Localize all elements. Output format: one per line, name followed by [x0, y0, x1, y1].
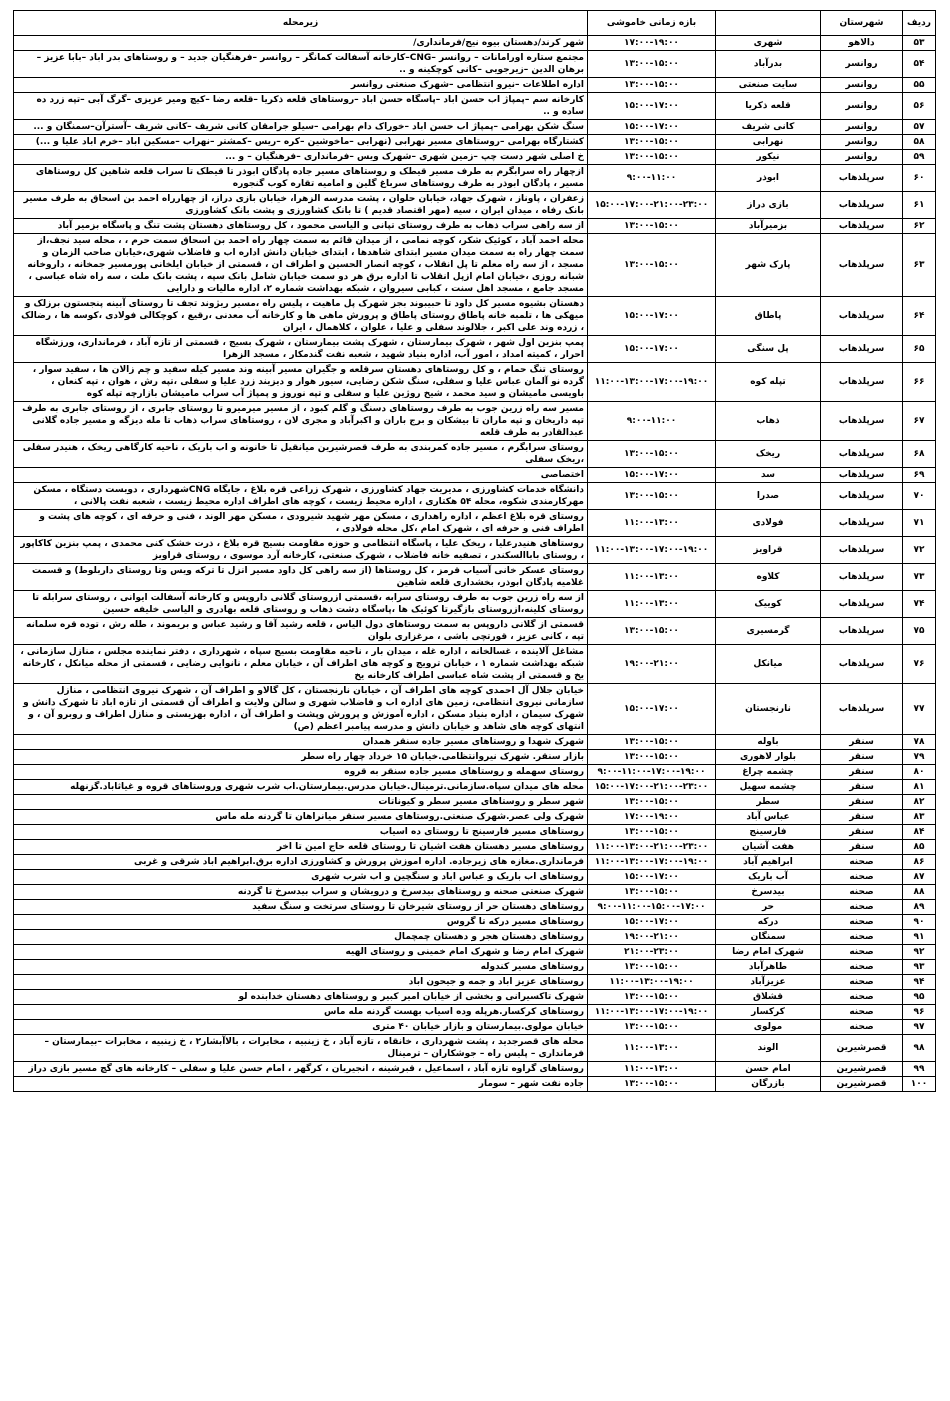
row-times: ۱۳:۰۰-۱۵:۰۰: [588, 990, 716, 1005]
row-area: کلاوه: [716, 564, 821, 591]
row-index: ۸۱: [903, 780, 936, 795]
table-row: [14, 78, 936, 93]
row-area: ابوذر: [716, 165, 821, 192]
row-index: ۵۶: [903, 93, 936, 120]
row-subarea: فرمانداری.مغازه های زیرجاده. اداره اموزش پرورش و کشاورزی اداره برق.ابراهیم اباد شرقی و غربی: [14, 855, 588, 870]
row-area: فولادی: [716, 510, 821, 537]
row-county: سرپلذهاب: [821, 537, 903, 564]
row-index: ۵۸: [903, 135, 936, 150]
table-row: [14, 564, 936, 591]
table-row: [14, 945, 936, 960]
table-row: [14, 150, 936, 165]
row-area: بازرگان: [716, 1077, 821, 1092]
table-row: [14, 1062, 936, 1077]
row-area: بلوار لاهوری: [716, 750, 821, 765]
row-subarea: روستاهای دهستان حر از روستای شیرخان تا روستای سرتخت و سنگ سفید: [14, 900, 588, 915]
table-row: [14, 930, 936, 945]
table-row: [14, 765, 936, 780]
row-area: سمنگان: [716, 930, 821, 945]
row-area: پاطاق: [716, 297, 821, 336]
row-county: سنقر: [821, 840, 903, 855]
row-index: ۶۵: [903, 336, 936, 363]
table-row: [14, 234, 936, 297]
row-times: ۱۳:۰۰-۱۵:۰۰: [588, 795, 716, 810]
row-index: ۶۱: [903, 192, 936, 219]
row-county: سرپلذهاب: [821, 165, 903, 192]
row-area: فارسینج: [716, 825, 821, 840]
row-times: ۹:۰۰-۱۱:۰۰: [588, 402, 716, 441]
table-row: [14, 750, 936, 765]
row-county: سنقر: [821, 810, 903, 825]
row-county: قصرشیرین: [821, 1062, 903, 1077]
row-times: ۱۵:۰۰-۱۷:۰۰: [588, 297, 716, 336]
row-county: سنقر: [821, 765, 903, 780]
row-index: ۸۲: [903, 795, 936, 810]
row-subarea: روستای تنگ حمام ، و کل روستاهای دهستان سرقلعه و جگیران مسیر آبینه وند مسیر کیله سفید و چم زالان ها ، سفید سوار ، گرده نو آلمان عباس علیا و سفلی، سنگ شکن رضایی، سیور هوار و دیزیند زرد علیا و سفلی ،تپه رش ، هوان ، تپه کنعان ، باویسی مامیشان و سید محمد ، شیخ روژین علیا و سفلی و تپه نوروز و پمپاژ آب سراب مامیشان بازارچه تپله کوه: [14, 363, 588, 402]
table-row: [14, 510, 936, 537]
row-times: ۱۵:۰۰-۱۷:۰۰: [588, 915, 716, 930]
row-subarea: روستاهای اب باریک و عباس اباد و سنگچین و اب شرب شهری: [14, 870, 588, 885]
row-index: ۹۴: [903, 975, 936, 990]
row-county: سرپلذهاب: [821, 564, 903, 591]
row-subarea: ازچهار راه سرابگرم به طرف مسیر قیطک و روستاهای مسیر جاده پادگان ابوذر تا قیطک تا سراب قلعه شاهین کل روستاهای مسیر ، پادگان ابوذر به طرف روستاهای سرباغ گلین و امامیه تقاره کوب گنجوره: [14, 165, 588, 192]
row-times: ۱۱:۰۰-۱۳:۰۰: [588, 564, 716, 591]
row-area: امام حسن: [716, 1062, 821, 1077]
row-times: ۱۳:۰۰-۱۵:۰۰: [588, 750, 716, 765]
row-times: ۱۵:۰۰-۱۷:۰۰: [588, 93, 716, 120]
row-county: صحنه: [821, 870, 903, 885]
row-index: ۷۲: [903, 537, 936, 564]
table-row: [14, 135, 936, 150]
row-times: ۱۱:۰۰-۱۳:۰۰: [588, 510, 716, 537]
row-subarea: شهرک صنعتی صحنه و روستاهای بیدسرخ و درویشان و سراب بیدسرخ تا گردنه: [14, 885, 588, 900]
row-county: قصرشیرین: [821, 1035, 903, 1062]
row-subarea: قسمتی از گلانی داروپس به سمت روستاهای دول الیاس ، قلعه رشید آقا و رشید عباس و بریموند ، طله رش ، توده قره سلمانه تپه ، کانی عزیز ، قورتچی باشی ، مرغزاری بلوان: [14, 618, 588, 645]
row-county: سرپلذهاب: [821, 363, 903, 402]
row-area: نیکور: [716, 150, 821, 165]
row-county: صحنه: [821, 945, 903, 960]
row-times: ۱۷:۰۰-۱۹:۰۰: [588, 36, 716, 51]
row-index: ۷۳: [903, 564, 936, 591]
row-times: ۱۵:۰۰-۱۷:۰۰: [588, 468, 716, 483]
row-area: بدرآباد: [716, 51, 821, 78]
row-times: ۱۵:۰۰-۱۷:۰۰: [588, 120, 716, 135]
row-county: سرپلذهاب: [821, 402, 903, 441]
row-subarea: خیابان جلال آل احمدی کوچه های اطراف آن ، خیابان نارنجستان ، کل گالاو و اطراف آن ، شهرک نیروی انتظامی ، منازل سازمانی نیروی انتظامی، زمین های اداره اب و فاضلاب شهری و سالن ولایت و اطراف آن قسمتی از تازه اباد تا شهرک دانش و شهرک سیمان ، اداره بنیاد مسکن ، اداره آموزش و پرورش وپشت و اطراف آن ، اداره بهزیستی و منازل اطراف و روبرو آن ، و انتهای کوچه های شاهد و خیابان دانش و مدرسه پیامبر اعظم (ص): [14, 684, 588, 735]
table-row: [14, 885, 936, 900]
row-index: ۷۷: [903, 684, 936, 735]
row-times: ۹:۰۰-۱۱:۰۰-۱۷:۰۰-۱۹:۰۰: [588, 765, 716, 780]
row-index: ۵۷: [903, 120, 936, 135]
row-county: دالاهو: [821, 36, 903, 51]
row-area: قلعه ذکریا: [716, 93, 821, 120]
row-index: ۶۲: [903, 219, 936, 234]
row-area: طاهرآباد: [716, 960, 821, 975]
row-times: ۹:۰۰-۱۱:۰۰: [588, 165, 716, 192]
row-area: کرکسار: [716, 1005, 821, 1020]
row-area: باوله: [716, 735, 821, 750]
row-county: سرپلذهاب: [821, 618, 903, 645]
row-times: ۱۱:۰۰-۱۳:۰۰-۱۷:۰۰-۱۹:۰۰: [588, 1005, 716, 1020]
row-index: ۶۸: [903, 441, 936, 468]
row-index: ۸۰: [903, 765, 936, 780]
row-county: سرپلذهاب: [821, 645, 903, 684]
row-county: روانسر: [821, 51, 903, 78]
table-row: [14, 1005, 936, 1020]
row-area: قشلاق: [716, 990, 821, 1005]
row-county: صحنه: [821, 915, 903, 930]
row-index: ۷۴: [903, 591, 936, 618]
row-index: ۷۹: [903, 750, 936, 765]
table-row: [14, 591, 936, 618]
row-times: ۱۳:۰۰-۱۵:۰۰: [588, 51, 716, 78]
row-area: مولوی: [716, 1020, 821, 1035]
row-area: کوییک: [716, 591, 821, 618]
row-county: سنقر: [821, 795, 903, 810]
table-row: [14, 840, 936, 855]
row-subarea: مسیر سه راه زرین جوب به طرف روستاهای دسنگ و گلم کبود ، از مسیر میرمیرو تا روستای جابری ، از روستای جابری به طرف تپه داریخان و تپه ماران تا بیشکان و برج باران و اکبرآباد و مجری لان ، روستاهای سراب ذهاب تا مله دیزگه و مسیر جاده گلانی عبدالقادر به طرف قلعه: [14, 402, 588, 441]
row-subarea: سنگ شکن بهرامی –پمپاژ اب حسن اباد –خوراک دام بهرامی –سیلو جرامقان کانی شریف –کانی شریف –آسترآن–سمنگان و ...: [14, 120, 588, 135]
row-index: ۶۶: [903, 363, 936, 402]
row-area: بزمیرآباد: [716, 219, 821, 234]
row-area: شهرک امام رضا: [716, 945, 821, 960]
row-index: ۶۴: [903, 297, 936, 336]
row-county: سرپلذهاب: [821, 336, 903, 363]
row-subarea: شهرک تاکسیرانی و بخشی از خیابان امیر کبیر و روستاهای دهستان خدابنده لو: [14, 990, 588, 1005]
row-times: ۱۱:۰۰-۱۳:۰۰-۱۷:۰۰-۱۹:۰۰: [588, 363, 716, 402]
table-row: [14, 975, 936, 990]
row-subarea: مجتمع ستاره اورامانات – روانسر –CNG–کارخانه آسفالت کمانگر – روانسر –فرهنگیان جدید – و روستاهای بدر اباد –بابا عزیز –برهان الدین –زیرجویی –کانی کوچکینه و ..: [14, 51, 588, 78]
row-subarea: جاده نفت شهر – سومار: [14, 1077, 588, 1092]
row-times: ۱۵:۰۰-۱۷:۰۰-۲۱:۰۰-۲۳:۰۰: [588, 192, 716, 219]
row-times: ۱۱:۰۰-۱۳:۰۰: [588, 1062, 716, 1077]
row-index: ۹۵: [903, 990, 936, 1005]
table-row: [14, 51, 936, 78]
row-index: ۹۲: [903, 945, 936, 960]
row-times: ۱۱:۰۰-۱۳:۰۰-۱۹:۰۰: [588, 975, 716, 990]
row-index: ۹۰: [903, 915, 936, 930]
row-county: سرپلذهاب: [821, 483, 903, 510]
header-subarea: زیرمحله: [14, 11, 588, 36]
row-county: سرپلذهاب: [821, 510, 903, 537]
table-body: [14, 36, 936, 1092]
row-subarea: روستای سهمله و روستاهای مسیر جاده سنقر به قروه: [14, 765, 588, 780]
row-index: ۹۳: [903, 960, 936, 975]
row-area: شهری: [716, 36, 821, 51]
row-subarea: روستاهای مسیر فارسینج تا روستای ده اسیاب: [14, 825, 588, 840]
row-subarea: شهرک ولی عصر.شهرک صنعتی.روستاهای مسیر سنقر میانراهان تا گردنه مله ماس: [14, 810, 588, 825]
row-times: ۹:۰۰-۱۱:۰۰-۱۵:۰۰-۱۷:۰۰: [588, 900, 716, 915]
row-subarea: شهر سطر و روستاهای مسیر سطر و کیوناتات: [14, 795, 588, 810]
row-county: سنقر: [821, 825, 903, 840]
row-index: ۹۱: [903, 930, 936, 945]
row-area: سایت صنعتی: [716, 78, 821, 93]
row-area: کانی شریف: [716, 120, 821, 135]
row-times: ۱۳:۰۰-۱۵:۰۰: [588, 234, 716, 297]
table-row: [14, 120, 936, 135]
row-area: میانکل: [716, 645, 821, 684]
row-subarea: بازار سنقر. شهرک نیروانتظامی.خیابان ۱۵ خرداد چهار راه سطر: [14, 750, 588, 765]
row-times: ۱۱:۰۰-۱۳:۰۰-۲۱:۰۰-۲۳:۰۰: [588, 840, 716, 855]
row-times: ۱۳:۰۰-۱۵:۰۰: [588, 78, 716, 93]
row-times: ۱۳:۰۰-۱۵:۰۰: [588, 150, 716, 165]
row-times: ۱۷:۰۰-۱۹:۰۰: [588, 810, 716, 825]
row-county: روانسر: [821, 78, 903, 93]
row-index: ۶۳: [903, 234, 936, 297]
row-county: روانسر: [821, 120, 903, 135]
row-area: تپله کوه: [716, 363, 821, 402]
row-county: سنقر: [821, 780, 903, 795]
row-county: سرپلذهاب: [821, 468, 903, 483]
row-county: سنقر: [821, 735, 903, 750]
row-index: ۹۷: [903, 1020, 936, 1035]
outage-schedule-sheet: [13, 10, 935, 1092]
row-index: ۸۵: [903, 840, 936, 855]
row-subarea: روستاهای گراوه تازه آباد ، اسماعیل ، قبرشینه ، انجیریان ، کرگهر ، امام حسن علیا و سفلی – کارخانه های گچ مسیر بازی دراز: [14, 1062, 588, 1077]
row-county: روانسر: [821, 150, 903, 165]
row-area: نارنجستان: [716, 684, 821, 735]
table-row: [14, 825, 936, 840]
row-area: پارک شهر: [716, 234, 821, 297]
row-times: ۲۱:۰۰-۲۳:۰۰: [588, 945, 716, 960]
row-times: ۱۵:۰۰-۱۷:۰۰: [588, 684, 716, 735]
row-subarea: روستاهای مسیر دهستان هفت اشیان تا روستای قلعه حاج امین تا اخر: [14, 840, 588, 855]
row-index: ۹۸: [903, 1035, 936, 1062]
row-times: ۱۳:۰۰-۱۵:۰۰: [588, 618, 716, 645]
row-index: ۷۱: [903, 510, 936, 537]
row-times: ۱۳:۰۰-۱۵:۰۰: [588, 1020, 716, 1035]
row-county: صحنه: [821, 1020, 903, 1035]
row-county: روانسر: [821, 135, 903, 150]
row-area: ابراهیم آباد: [716, 855, 821, 870]
table-row: [14, 402, 936, 441]
row-county: صحنه: [821, 960, 903, 975]
row-subarea: از سه راه زرین جوب به طرف روستای سرابه ،قسمتی ازروستای گلانی داروپس و کارخانه آسفالت ایوانی ، روستای سرابله تا روستای کلینه،ازروستای بازگیرتا کوئیک ها ،پاسگاه دشت ذهاب و روستای قلعه بهادری و الیاسی خلیفه حسین: [14, 591, 588, 618]
table-row: [14, 780, 936, 795]
row-subarea: کشتارگاه بهرامی –روستاهای مسیر نهرابی (نهرابی –ماخوشین –کره –ریس –کمشتر –نهراب –مسکین اباد –خرم اباد علیا و ...): [14, 135, 588, 150]
table-row: [14, 165, 936, 192]
table-row: [14, 1020, 936, 1035]
row-area: گرمسیری: [716, 618, 821, 645]
row-times: ۱۱:۰۰-۱۳:۰۰: [588, 1035, 716, 1062]
table-row: [14, 219, 936, 234]
row-county: سرپلذهاب: [821, 684, 903, 735]
row-times: ۱۳:۰۰-۱۵:۰۰: [588, 960, 716, 975]
table-row: [14, 336, 936, 363]
row-index: ۸۶: [903, 855, 936, 870]
row-subarea: روستاهای مسیر کندوله: [14, 960, 588, 975]
row-subarea: روستاهای کرکسار.هرپله وده اسیاب بهست گردنه مله ماس: [14, 1005, 588, 1020]
table-row: [14, 735, 936, 750]
row-county: سنقر: [821, 750, 903, 765]
row-index: ۷۸: [903, 735, 936, 750]
row-area: چشمه سهیل: [716, 780, 821, 795]
row-county: سرپلذهاب: [821, 234, 903, 297]
row-times: ۱۳:۰۰-۱۵:۰۰: [588, 135, 716, 150]
row-times: ۱۹:۰۰-۲۱:۰۰: [588, 645, 716, 684]
row-county: صحنه: [821, 900, 903, 915]
row-area: بیدسرخ: [716, 885, 821, 900]
row-index: ۸۹: [903, 900, 936, 915]
row-county: صحنه: [821, 855, 903, 870]
row-area: قراویز: [716, 537, 821, 564]
table-row: [14, 900, 936, 915]
row-subarea: محله احمد آباد ، کوئیک شکر، کوچه نمامی ، از میدان قائم به سمت چهار راه احمد بن اسحاق سمت حرم ، ، محله سید نجف،از سمت چهار راه به سمت میدان مسیر ابتدای شاهدها ، ابتدای خیابان دانش اداره اب و فاضلاب شهری،خیابان صاحب الزمان و مسجد ، از سه راه معلم تا پل انقلاب ، کوچه انصار الحسین و اطراف ان ، قسمتی از خیابان ایلخانی پورمسیر جمخانه ، داروخانه شبانه روزی ،خیابان امام ازپل انقلاب تا اداره برق هر دو سمت خیابان شامل بانک سپه ، پشت بانک ملت ، سه راه شاه عباسی ، مسجد جامع ، مسجد اهل سنت ، کبابی سیروان ، شبکه بهداشت شماره ۲، اداره مالیات و دارایی: [14, 234, 588, 297]
row-subarea: دهستان بشیوه مسیر کل داود تا حبیبوند بجز شهرک پل ماهیت ، پلیس راه ،مسیر ریژوند تجف تا روستای آبینه پنجستون برزلک و میهکی ها ، تلمبه خانه پاطاق روستای پاطاق و پرورش ماهی ها و کارخانه آب معدنی ،رقیع ، کوچکالی فولادی ،کوسه ها ، رضالک ، زرده وند علی اکبر ، جلالوند سفلی و علیا ، علوان ، کلاهمال ، ایران: [14, 297, 588, 336]
row-county: سرپلذهاب: [821, 297, 903, 336]
row-index: ۵۹: [903, 150, 936, 165]
row-subarea: دانشگاه خدمات کشاورزی ، مدیریت جهاد کشاورزی ، شهرک زراعی قره بلاغ ، جایگاه CNGشهرداری ، دویست دستگاه ، مسکن مهرکارمندی شکوه، محله ۵۴ هکتاری ، اداره محیط زیست ، کوچه های اطراف اداره محیط زیست ، شعبه نفت پالانی ،: [14, 483, 588, 510]
row-times: ۱۵:۰۰-۱۷:۰۰: [588, 336, 716, 363]
row-index: ۵۵: [903, 78, 936, 93]
table-row: [14, 795, 936, 810]
row-area: ذهاب: [716, 402, 821, 441]
row-county: روانسر: [821, 93, 903, 120]
row-area: الوند: [716, 1035, 821, 1062]
row-index: ۸۷: [903, 870, 936, 885]
row-area: آب باریک: [716, 870, 821, 885]
row-county: سرپلذهاب: [821, 219, 903, 234]
table-row: [14, 1077, 936, 1092]
row-county: سرپلذهاب: [821, 591, 903, 618]
row-times: ۱۳:۰۰-۱۵:۰۰: [588, 885, 716, 900]
row-subarea: روستاهای هنیدرعلیا ، ریخک علیا ، پاسگاه انتظامی و حوزه مقاومت بسیج قره بلاغ ، ذرت خشک کنی محمدی ، پمپ بنزین کاکاپور ، روستای باباالسکندر ، تصفیه خانه فاضلاب ، شهرک صنعتی، کارخانه آرد موسوی ، روستای قراویز: [14, 537, 588, 564]
row-subarea: پمپ بنزین اول شهر ، شهرک بیمارستان ، شهرک پشت بیمارستان ، شهرک بسیج ، قسمتی از تازه آباد ، فرمانداری، ورزشگاه احرار ، کمیته امداد ، امور آب، اداره بنیاد شهید ، شعبه نفت گندمکار ، مسجد الزهرا: [14, 336, 588, 363]
header-row: [14, 11, 936, 36]
row-index: ۸۸: [903, 885, 936, 900]
table-row: [14, 990, 936, 1005]
row-index: ۱۰۰: [903, 1077, 936, 1092]
row-subarea: مشاغل آلاینده ، غسالخانه ، اداره غله ، میدان بار ، ناحیه مقاومت بسیج سپاه ، شهرداری ، دفتر نماینده مجلس ، منازل سازمانی ، شبکه بهداشت شماره ۱ ، خیابان ترویج و کوچه های اطراف آن ، خیابان معلم ، نانوایی رضایی ، قسمتی از محله میانکل ، کارخانه یخ و قسمتی از پشت شاه عباسی اطراف کارخانه یخ: [14, 645, 588, 684]
outage-table: [13, 10, 936, 1092]
row-times: ۱۱:۰۰-۱۳:۰۰: [588, 591, 716, 618]
table-row: [14, 441, 936, 468]
row-subarea: شهر کرند/دهستان بیوه نیج/فرمانداری/: [14, 36, 588, 51]
table-row: [14, 960, 936, 975]
row-index: ۸۴: [903, 825, 936, 840]
row-county: صحنه: [821, 930, 903, 945]
table-row: [14, 870, 936, 885]
row-times: ۱۱:۰۰-۱۳:۰۰-۱۷:۰۰-۱۹:۰۰: [588, 537, 716, 564]
row-area: بازی دراز: [716, 192, 821, 219]
table-row: [14, 93, 936, 120]
row-times: ۱۳:۰۰-۱۵:۰۰: [588, 483, 716, 510]
row-subarea: روستای عسکر خانی آسیاب قرمز ، کل روستاها (از سه راهی کل داود مسیر انزل تا ترکه ویس وتا روستای داربلوط) و قسمت غلامیه پادگان ابوذر، بخشداری قلعه شاهین: [14, 564, 588, 591]
table-row: [14, 192, 936, 219]
row-county: صحنه: [821, 990, 903, 1005]
row-subarea: روستاهای عزیز اباد و جمه و جیحون اباد: [14, 975, 588, 990]
header-times: بازه زمانی خاموشی: [588, 11, 716, 36]
row-subarea: محله های قصرجدید ، پشت شهرداری ، خانقاه ، تازه آباد ، خ زینبیه ، مخابرات ، بالاآبشار۲ ، خ زینبیه ، مخابرات –بیمارستان – فرمانداری – پلیس راه – جوشکاران – ترمینال: [14, 1035, 588, 1062]
row-subarea: خ اصلی شهر دست چپ –زمین شهری –شهرک ویس –فرمانداری –فرهنگیان – و ...: [14, 150, 588, 165]
row-area: صدرا: [716, 483, 821, 510]
table-row: [14, 537, 936, 564]
table-row: [14, 297, 936, 336]
row-times: ۱۳:۰۰-۱۵:۰۰: [588, 441, 716, 468]
row-index: ۹۶: [903, 1005, 936, 1020]
row-index: ۹۹: [903, 1062, 936, 1077]
row-area: درکه: [716, 915, 821, 930]
row-county: قصرشیرین: [821, 1077, 903, 1092]
row-times: ۱۵:۰۰-۱۷:۰۰: [588, 870, 716, 885]
row-area: حر: [716, 900, 821, 915]
table-row: [14, 645, 936, 684]
row-subarea: زعفران ، پاوناز ، شهرک جهاد، خیابان حلوان ، پشت مدرسه الزهرا، خیابان بازی دراز، از چهارراه احمد بن اسحاق به طرف مسیر بانک رفاه ، میدان ایران ، سیه (مهر اقتصاد قدیم ) تا بانک کشاورزی و پشت بانک کشاورزی: [14, 192, 588, 219]
row-subarea: محله های میدان سپاه.سازمانی.ترمینال.خیابان مدرس.بیمارستان.اب شرب شهری وروستاهای قروه و غیاثاباد.گزنهله: [14, 780, 588, 795]
row-subarea: کارخانه سم –پمپاژ اب حسن اباد –پاسگاه حسن اباد –روستاهای قلعه ذکریا –قلعه رضا –کیچ ومیر عزیزی –گرگ آبی –تپه زرد ده ساده و ..: [14, 93, 588, 120]
table-row: [14, 468, 936, 483]
row-index: ۵۳: [903, 36, 936, 51]
table-row: [14, 36, 936, 51]
row-area: سد: [716, 468, 821, 483]
table-row: [14, 684, 936, 735]
row-area: نهرابی: [716, 135, 821, 150]
row-index: ۷۵: [903, 618, 936, 645]
row-area: هفت آشیان: [716, 840, 821, 855]
table-row: [14, 1035, 936, 1062]
row-subarea: از سه راهی سراب ذهاب به طرف روستای تپانی و الیاسی محمود ، کل روستاهای دهستان پشت تنگ و پاسگاه بزمیر آباد: [14, 219, 588, 234]
row-times: ۱۳:۰۰-۱۵:۰۰: [588, 1077, 716, 1092]
row-times: ۱۳:۰۰-۱۵:۰۰: [588, 825, 716, 840]
row-area: عباس آباد: [716, 810, 821, 825]
row-subarea: شهرک امام رضا و شهرک امام خمینی و روستای الهیه: [14, 945, 588, 960]
table-row: [14, 810, 936, 825]
row-subarea: روستای قره بلاغ اعظم ، اداره راهداری ، مسکن مهر شهید شیرودی ، مسکن مهر الوند ، فنی و حرفه ای ، کوچه های پشت و اطراف فنی و حرفه ای ، شهرک امام ،کل محله فولادی ،: [14, 510, 588, 537]
row-subarea: روستاهای مسیر درکه تا گروس: [14, 915, 588, 930]
table-row: [14, 483, 936, 510]
row-index: ۵۴: [903, 51, 936, 78]
row-times: ۱۳:۰۰-۱۵:۰۰: [588, 735, 716, 750]
header-county: شهرستان: [821, 11, 903, 36]
row-county: صحنه: [821, 975, 903, 990]
row-area: ریخک: [716, 441, 821, 468]
table-row: [14, 363, 936, 402]
row-index: ۶۹: [903, 468, 936, 483]
row-county: سرپلذهاب: [821, 192, 903, 219]
row-index: ۶۰: [903, 165, 936, 192]
row-county: صحنه: [821, 885, 903, 900]
row-area: عزیزآباد: [716, 975, 821, 990]
row-subarea: اداره اطلاعات –نیرو انتظامی –شهرک صنعتی روانسر: [14, 78, 588, 93]
row-index: ۸۳: [903, 810, 936, 825]
row-subarea: روستای سرابگرم ، مسیر جاده کمربندی به طرف قصرشیرین میانقیل تا خانونه و اب باریک ، ناحیه کارگاهی ریخک ، هنیدر سفلی ،ریخک سفلی: [14, 441, 588, 468]
table-row: [14, 855, 936, 870]
row-times: ۱۹:۰۰-۲۱:۰۰: [588, 930, 716, 945]
row-county: سرپلذهاب: [821, 441, 903, 468]
row-index: ۷۰: [903, 483, 936, 510]
header-index: ردیف: [903, 11, 936, 36]
row-subarea: شهرک شهدا و روستاهای مسیر جاده سنقر همدان: [14, 735, 588, 750]
table-row: [14, 915, 936, 930]
row-index: ۷۶: [903, 645, 936, 684]
row-subarea: اختصاصی: [14, 468, 588, 483]
row-area: سطر: [716, 795, 821, 810]
table-row: [14, 618, 936, 645]
row-subarea: روستاهای دهستان هجر و دهستان چمچمال: [14, 930, 588, 945]
row-times: ۱۵:۰۰-۱۷:۰۰-۲۱:۰۰-۲۳:۰۰: [588, 780, 716, 795]
row-index: ۶۷: [903, 402, 936, 441]
row-county: صحنه: [821, 1005, 903, 1020]
header-area: [716, 11, 821, 36]
row-subarea: خیابان مولوی.بیمارستان و بازار خیابان ۴۰ متری: [14, 1020, 588, 1035]
row-area: چشمه چراغ: [716, 765, 821, 780]
row-area: پل سنگی: [716, 336, 821, 363]
row-times: ۱۳:۰۰-۱۵:۰۰: [588, 219, 716, 234]
row-times: ۱۱:۰۰-۱۳:۰۰-۱۷:۰۰-۱۹:۰۰: [588, 855, 716, 870]
